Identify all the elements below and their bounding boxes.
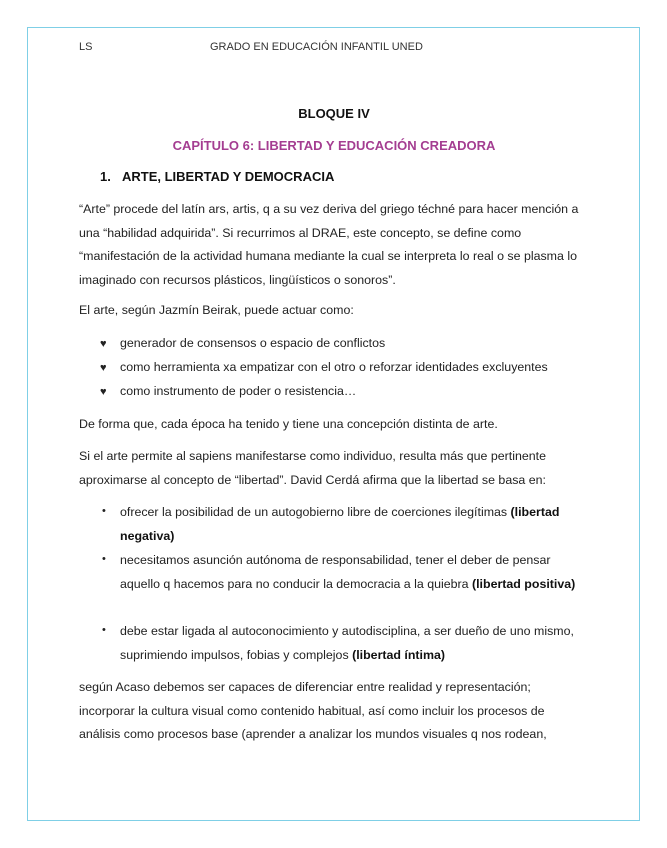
chapter-title: CAPÍTULO 6: LIBERTAD Y EDUCACIÓN CREADORA — [172, 138, 496, 153]
list-item: generador de consensos o espacio de conflictos — [120, 336, 386, 350]
list-item-text: necesitamos asunción autónoma de responsabilidad, tener el deber de pensar aquello q hacemos para no conducir la democracia a la quiebra — [120, 553, 551, 591]
bullet-dot-icon: • — [102, 505, 106, 517]
list-item: como herramienta xa empatizar con el otro o reforzar identidades excluyentes — [120, 360, 548, 374]
heart-bullet-icon: ♥ — [100, 362, 107, 374]
block-title: BLOQUE IV — [298, 106, 370, 121]
paragraph-beirak-intro: El arte, según Jazmín Beirak, puede actuar como: — [79, 303, 354, 317]
list-item-libertad-negativa — [120, 501, 592, 548]
paragraph-epoca: De forma que, cada época ha tenido y tiene una concepción distinta de arte. — [79, 417, 498, 431]
list-item-bold: (libertad negativa) — [120, 505, 560, 543]
section-title: ARTE, LIBERTAD Y DEMOCRACIA — [122, 169, 335, 184]
section-number: 1. — [100, 169, 111, 184]
list-item-text: ofrecer la posibilidad de un autogobierno libre de coerciones ilegítimas — [120, 505, 511, 519]
paragraph-cerda-intro: Si el arte permite al sapiens manifestarse como individuo, resulta más que pertinente aproximarse al concepto de “libertad”. David Cerdá afirma que la libertad se basa en: — [79, 449, 546, 487]
paragraph-arte-definition: “Arte” procede del latín ars, artis, q a su vez deriva del griego téchné para hacer mención a una “habilidad adquirida”. Si recurrimos al DRAE, este concepto, se define como “manifestación de la actividad humana mediante la cual se interpreta lo real o se plasma lo imaginado con recursos plásticos, lingüísticos o sonoros”. — [79, 202, 579, 287]
list-item: como instrumento de poder o resistencia… — [120, 384, 357, 398]
heart-bullet-icon: ♥ — [100, 338, 107, 350]
header-initials: LS — [79, 41, 93, 53]
bullet-dot-icon: • — [102, 553, 106, 565]
list-item-bold: (libertad positiva) — [471, 576, 576, 591]
list-item-libertad-intima — [120, 620, 592, 667]
list-item-libertad-positiva — [120, 549, 592, 596]
heart-bullet-icon: ♥ — [100, 386, 107, 398]
header-course: GRADO EN EDUCACIÓN INFANTIL UNED — [210, 41, 423, 53]
paragraph-acaso: según Acaso debemos ser capaces de diferenciar entre realidad y representación; incorporar la cultura visual como contenido habitual, así como incluir los procesos de análisis como procesos base (aprender a analizar los mundos visuales q nos rodean, — [79, 680, 547, 741]
bullet-dot-icon: • — [102, 624, 106, 636]
list-item-bold: (libertad íntima) — [352, 647, 446, 662]
list-item-text: debe estar ligada al autoconocimiento y autodisciplina, a ser dueño de uno mismo, suprimiendo impulsos, fobias y complejos — [120, 624, 574, 662]
